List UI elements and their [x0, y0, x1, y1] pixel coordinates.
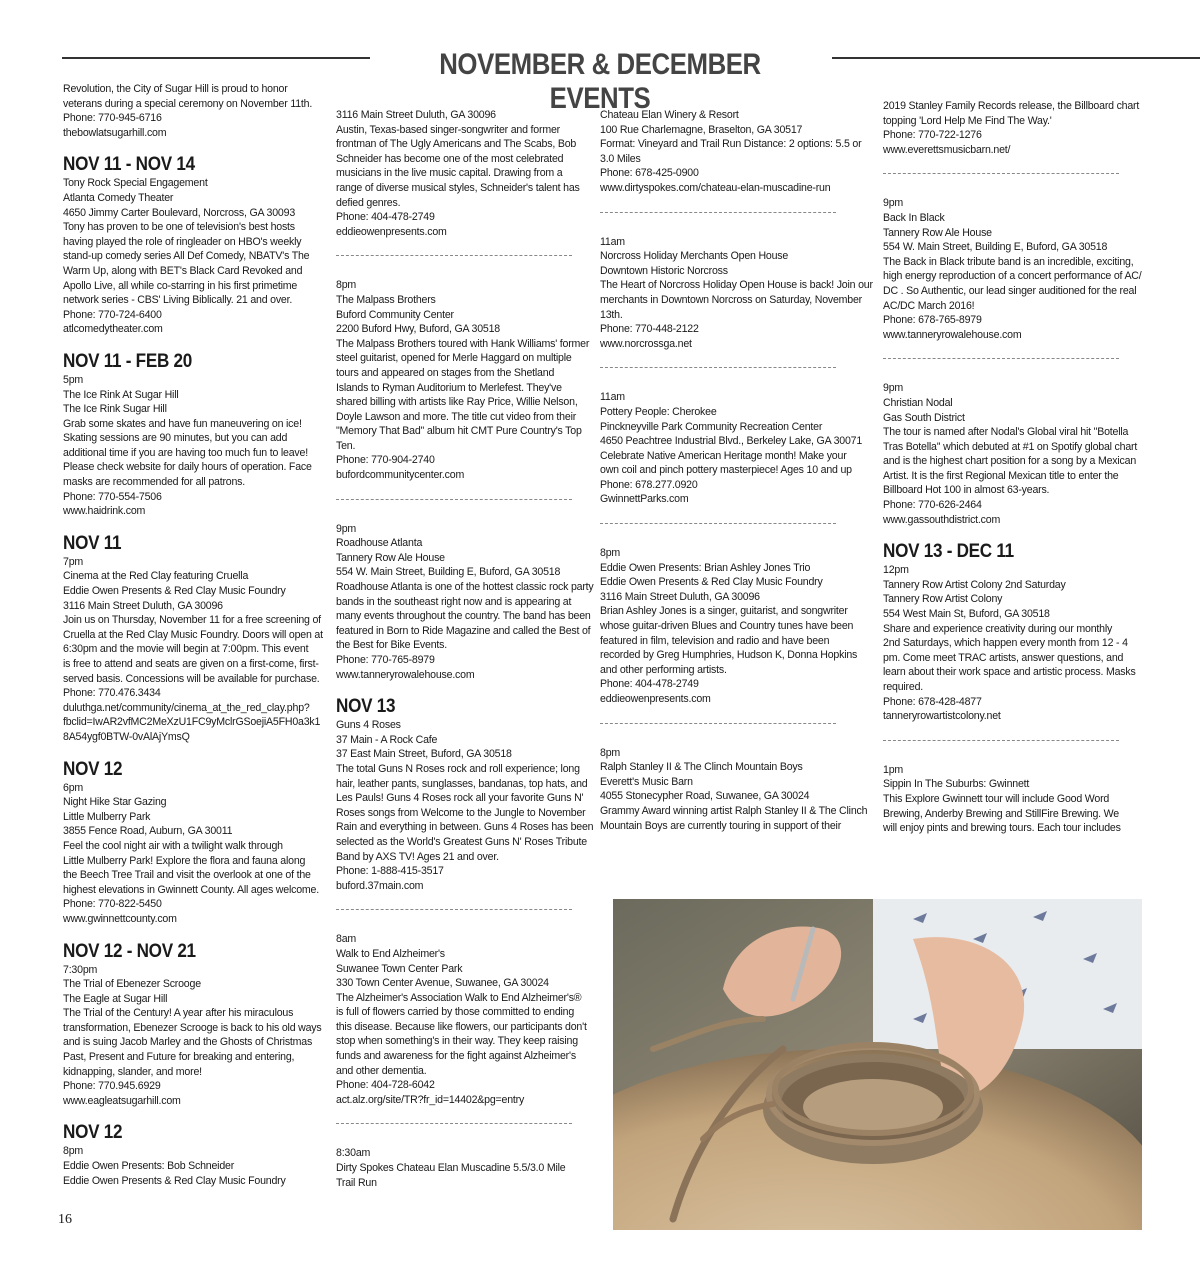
event-entry [600, 746, 868, 834]
pottery-coil-photo [613, 899, 1142, 1230]
event-text-line: buford.37main.com [336, 879, 424, 892]
event-text-line: Walk to End Alzheimer's [336, 947, 445, 960]
event-text-line: Pinckneyville Park Community Recreation Center [600, 420, 823, 433]
event-entry [336, 522, 594, 683]
event-text-line: "Memory That Bad" album hit CMT Pure Country's Top [336, 425, 582, 438]
event-text-line: eddieowenpresents.com [336, 225, 447, 238]
event-text-line: 11am [600, 235, 625, 248]
event-text-line: Phone: 770-822-5450 [63, 898, 162, 911]
event-text-line: merchants in Downtown Norcross on Saturday, November [600, 293, 863, 306]
event-text-line: 4055 Stonecypher Road, Suwanee, GA 30024 [600, 790, 810, 803]
event-entry [600, 546, 862, 707]
event-divider [600, 523, 836, 524]
event-text-line: Tras Botella'' which debuted at #1 on Spotify global chart [883, 440, 1138, 453]
event-text-line: 9pm [336, 522, 357, 535]
event-text-line: selected as the World's Greatest Guns N' Roses Tribute [336, 835, 587, 848]
event-text-line: Eddie Owen Presents & Red Clay Music Foundry [600, 576, 823, 589]
event-text-line: act.alz.org/site/TR?fr_id=14402&pg=entry [336, 1093, 525, 1106]
page-number: 16 [58, 1212, 72, 1227]
event-text-line: 8:30am [336, 1147, 371, 1160]
event-text-line: shared billing with artists like Ray Price, Willie Nelson, [336, 396, 578, 409]
event-text-line: featured in Born to Ride Magazine and called the Best of [336, 624, 591, 637]
event-entry [600, 390, 862, 507]
event-text-line: 554 W. Main Street, Building E, Buford, GA 30518 [883, 241, 1108, 254]
event-text-line: AC/DC March 2016! [883, 299, 975, 312]
event-text-line: Phone: 770-724-6400 [63, 308, 162, 321]
event-text-line: 100 Rue Charlemagne, Braselton, GA 30517 [600, 123, 803, 136]
event-text-line: 8pm [600, 547, 621, 560]
event-text-line: and other dementia. [336, 1064, 427, 1077]
event-text-line: 3855 Fence Road, Auburn, GA 30011 [63, 825, 233, 838]
event-entry [600, 108, 862, 196]
event-text-line: 330 Town Center Avenue, Suwanee, GA 30024 [336, 977, 549, 990]
event-text-line: This Explore Gwinnett tour will include Good Word [883, 792, 1110, 805]
event-text-line: Eddie Owen Presents & Red Clay Music Foundry [63, 1174, 286, 1187]
event-text-line: 3116 Main Street Duluth, GA 30096 [600, 590, 760, 603]
event-text-line: The Trial of Ebenezer Scrooge [63, 978, 201, 991]
event-text-line: Eddie Owen Presents & Red Clay Music Foundry [63, 585, 286, 598]
event-text-line: 9pm [883, 197, 904, 210]
event-text-line: the Best for Bike Events. [336, 639, 447, 652]
event-divider [883, 173, 1119, 174]
event-text-line: Grammy Award winning artist Ralph Stanley II & The Clinch [600, 804, 868, 817]
event-text-line: Christian Nodal [883, 396, 953, 409]
event-divider [336, 1123, 572, 1124]
event-text-line: 37 Main - A Rock Cafe [336, 733, 438, 746]
event-text-line: Brian Ashley Jones is a singer, guitarist, and songwriter [600, 605, 848, 618]
event-text-line: www.gassouthdistrict.com [883, 513, 1001, 526]
event-text-line: 3116 Main Street Duluth, GA 30096 [336, 109, 496, 121]
event-entry [883, 99, 1143, 157]
event-text-line: www.everettsmusicbarn.net/ [883, 143, 1011, 156]
event-text-line: and other performing artists. [600, 663, 727, 676]
event-text-line: Cinema at the Red Clay featuring Cruella [63, 570, 249, 583]
event-text-line: Phone: 678-765-8979 [883, 314, 982, 327]
event-date-heading: NOV 12 [63, 758, 123, 780]
event-text-line: Cruella at the Red Clay Music Foundry. Doors will open at [63, 628, 323, 641]
event-text-line: 8pm [336, 279, 357, 292]
event-text-line: high energy reproduction of a concert performance of AC/ [883, 270, 1142, 283]
event-text-line: Pottery People: Cherokee [600, 405, 717, 418]
event-text-line: network series - CBS' Living Biblically. 21 and over. [63, 294, 293, 307]
event-text-line: tours and appeared on stages from the Shetland [336, 366, 555, 379]
events-column-3 [600, 108, 873, 833]
event-text-line: 9pm [883, 382, 904, 395]
event-text-line: Roadhouse Atlanta [336, 537, 423, 550]
event-text-line: Mountain Boys are currently touring in support of their [600, 819, 842, 832]
event-text-line: many events throughout the country. The band has been [336, 610, 591, 623]
event-entry [63, 351, 325, 519]
event-text-line: Islands to Ryman Auditorium to Merlefest. They've [336, 381, 562, 394]
event-text-line: Schneider has become one of the most celebrated [336, 152, 564, 165]
event-entry [883, 196, 1143, 342]
event-text-line: Everett's Music Barn [600, 775, 693, 788]
event-text-line: Tony Rock Special Engagement [63, 177, 208, 190]
event-text-line: is free to attend and seats are given on a first-come, first- [63, 658, 319, 670]
event-text-line: Revolution, the City of Sugar Hill is proud to honor [63, 83, 288, 95]
event-text-line: 37 East Main Street, Buford, GA 30518 [336, 748, 512, 761]
event-text-line: 554 W. Main Street, Building E, Buford, GA 30518 [336, 566, 561, 579]
event-text-line: stand-up comedy series All Def Comedy, NBATV's The [63, 250, 310, 263]
event-text-line: transformation, Ebenezer Scrooge is back to his old ways [63, 1021, 322, 1034]
event-text-line: required. [883, 681, 924, 693]
event-divider [883, 740, 1119, 741]
event-entry [883, 381, 1143, 527]
event-date-heading: NOV 12 - NOV 21 [63, 940, 196, 962]
event-text-line: GwinnettParks.com [600, 493, 689, 506]
event-text-line: 7:30pm [63, 963, 98, 976]
event-text-line: having played the role of ringleader on HBO's weekly [63, 235, 302, 248]
event-text-line: The Eagle at Sugar Hill [63, 992, 168, 1005]
event-text-line: Tannery Row Artist Colony [883, 593, 1003, 606]
event-entry [336, 696, 594, 893]
event-entry [63, 533, 325, 745]
event-text-line: kidnapping, slander, and more! [63, 1065, 202, 1078]
event-text-line: steel guitarist, opened for Merle Haggard on multiple [336, 352, 572, 365]
event-text-line: Tannery Row Ale House [336, 551, 445, 564]
event-divider [336, 909, 572, 910]
event-text-line: 3116 Main Street Duluth, GA 30096 [63, 599, 223, 612]
event-text-line: hair, leather pants, sunglasses, bandanas, top hats, and [336, 777, 588, 790]
event-divider [883, 358, 1119, 359]
event-text-line: DC . So Authentic, our lead singer auditioned for the real [883, 284, 1137, 297]
event-text-line: 11am [600, 391, 625, 404]
event-text-line: and is the highest chart position for a song by a Mexican [883, 455, 1137, 468]
event-text-line: The Malpass Brothers [336, 293, 436, 306]
event-text-line: Apollo Live, all while co-starring in his first primetime [63, 279, 298, 292]
events-column-4 [883, 99, 1143, 836]
event-text-line: Phone: 678-425-0900 [600, 167, 699, 180]
event-entry [600, 235, 873, 352]
event-text-line: 2019 Stanley Family Records release, the Billboard chart [883, 100, 1140, 112]
event-text-line: 5pm [63, 373, 84, 386]
event-text-line: learn about their work space and artistic process. Masks [883, 666, 1136, 679]
event-text-line: Share and experience creativity during our monthly [883, 622, 1113, 635]
event-text-line: frontman of The Ugly Americans and The Scabs, Bob [336, 138, 577, 151]
event-text-line: 3.0 Miles [600, 152, 641, 165]
event-text-line: The Ice Rink Sugar Hill [63, 403, 167, 416]
event-text-line: Guns 4 Roses [336, 719, 401, 732]
event-text-line: fbclid=IwAR2vfMC2MeXzU1FC9yMclrGSoejiA5FH0a3k1 [63, 716, 321, 729]
event-text-line: Suwanee Town Center Park [336, 962, 463, 975]
event-text-line: range of diverse musical styles, Schneider's talent has [336, 181, 580, 194]
event-text-line: stop when something's in their way. They keep raising [336, 1035, 578, 1048]
event-text-line: 8pm [63, 1145, 84, 1158]
event-text-line: Please check website for daily hours of operation. Face [63, 461, 312, 474]
event-text-line: Eddie Owen Presents: Brian Ashley Jones Trio [600, 561, 811, 574]
event-text-line: 4650 Peachtree Industrial Blvd., Berkeley Lake, GA 30071 [600, 435, 863, 448]
event-text-line: whose guitar-driven Blues and Country tunes have been [600, 620, 854, 633]
event-text-line: Phone: 770-722-1276 [883, 129, 982, 142]
event-text-line: Roses songs from Welcome to the Jungle to November [336, 806, 586, 819]
event-text-line: Phone: 678.277.0920 [600, 478, 698, 491]
event-text-line: Doyle Lawson and more. The title cut video from their [336, 410, 577, 423]
event-text-line: Atlanta Comedy Theater [63, 191, 174, 204]
event-text-line: own coil and pinch pottery masterpiece! Ages 10 and up [600, 464, 852, 477]
event-text-line: Phone: 678-428-4877 [883, 695, 982, 708]
event-text-line: 2nd Saturdays, which happen every month from 12 - 4 [883, 637, 1128, 650]
event-text-line: Little Mulberry Park! Explore the flora and fauna along [63, 854, 306, 867]
event-text-line: 4650 Jimmy Carter Boulevard, Norcross, GA 30093 [63, 206, 296, 219]
event-text-line: 1pm [883, 763, 904, 776]
event-text-line: www.dirtyspokes.com/chateau-elan-muscadine-run [600, 181, 831, 194]
event-text-line: The Malpass Brothers toured with Hank Williams' former [336, 337, 590, 350]
event-text-line: The Back in Black tribute band is an incredible, exciting, [883, 255, 1134, 268]
event-text-line: Dirty Spokes Chateau Elan Muscadine 5.5/3.0 Mile [336, 1162, 566, 1175]
event-text-line: Little Mulberry Park [63, 810, 151, 823]
event-date-heading: NOV 13 - DEC 11 [883, 541, 1014, 563]
event-text-line: tanneryrowartistcolony.net [883, 710, 1001, 723]
event-text-line: Ten. [336, 439, 356, 452]
event-text-line: Norcross Holiday Merchants Open House [600, 250, 789, 263]
header-rule-left [62, 57, 370, 59]
event-entry [63, 941, 325, 1109]
event-text-line: Phone: 770-945-6716 [63, 112, 162, 125]
event-text-line: www.tanneryrowalehouse.com [883, 328, 1022, 341]
event-text-line: masks are recommended for all patrons. [63, 476, 245, 489]
event-text-line: Phone: 770-626-2464 [883, 499, 982, 512]
event-text-line: Phone: 770-904-2740 [336, 454, 435, 467]
event-text-line: Tannery Row Artist Colony 2nd Saturday [883, 578, 1066, 591]
event-text-line: topping 'Lord Help Me Find The Way.' [883, 114, 1052, 127]
event-text-line: Artist. It is the first Regional Mexican title to enter the [883, 469, 1119, 482]
event-text-line: 8pm [600, 746, 621, 759]
event-text-line: Past, Present and Future for breaking and entering, [63, 1051, 295, 1064]
event-entry [336, 108, 586, 239]
event-text-line: defied genres. [336, 196, 401, 209]
event-text-line: Band by AXS TV! Ages 21 and over. [336, 850, 499, 863]
event-text-line: The Trial of the Century! A year after his miraculous [63, 1007, 294, 1020]
event-text-line: Phone: 404-478-2749 [336, 211, 435, 224]
event-text-line: Celebrate Native American Heritage month! Make your [600, 449, 847, 462]
header-rule-right [832, 57, 1200, 59]
event-text-line: Austin, Texas-based singer-songwriter and former [336, 123, 560, 136]
event-text-line: 7pm [63, 555, 84, 568]
event-text-line: 6pm [63, 781, 84, 794]
event-entry [336, 932, 586, 1107]
event-text-line: this disease. Because like flowers, our participants don't [336, 1020, 587, 1033]
event-text-line: Feel the cool night air with a twilight walk through [63, 839, 283, 852]
event-text-line: thebowlatsugarhill.com [63, 126, 167, 139]
events-column-2 [336, 108, 594, 1190]
event-text-line: Grab some skates and have fun maneuvering on ice! [63, 417, 302, 430]
event-text-line: 2200 Buford Hwy, Buford, GA 30518 [336, 323, 500, 336]
event-text-line: 554 West Main St, Buford, GA 30518 [883, 608, 1050, 621]
event-text-line: musicians in the live music capital. Drawing from a [336, 167, 563, 180]
event-date-heading: NOV 12 [63, 1122, 123, 1144]
event-text-line: and is suing Jacob Marley and the Ghosts of Christmas [63, 1036, 313, 1049]
event-text-line: bufordcommunitycenter.com [336, 469, 465, 482]
event-text-line: 12pm [883, 564, 909, 577]
event-entry [336, 278, 590, 482]
event-text-line: 6:30pm and the movie will begin at 7:00pm. This event [63, 643, 309, 656]
event-text-line: Phone: 404-728-6042 [336, 1079, 435, 1092]
event-text-line: eddieowenpresents.com [600, 693, 711, 705]
event-text-line: Phone: 404-478-2749 [600, 678, 699, 691]
event-text-line: www.norcrossga.net [600, 337, 692, 350]
event-text-line: www.eagleatsugarhill.com [63, 1094, 181, 1107]
event-text-line: Join us on Thursday, November 11 for a free screening of [63, 614, 321, 627]
event-text-line: will enjoy pints and brewing tours. Each tour includes [883, 822, 1121, 835]
event-text-line: The Ice Rink At Sugar Hill [63, 388, 179, 401]
event-entry [63, 1122, 325, 1188]
event-text-line: Les Pauls! Guns 4 Roses rock all your favorite Guns N' [336, 792, 584, 805]
event-date-heading: NOV 11 [63, 532, 122, 554]
event-text-line: Back In Black [883, 211, 945, 224]
event-entry [63, 154, 325, 337]
event-divider [336, 499, 572, 500]
event-text-line: veterans during a special ceremony on November 11th. [63, 97, 313, 110]
event-text-line: Chateau Elan Winery & Resort [600, 109, 739, 121]
event-text-line: Gas South District [883, 411, 965, 424]
event-date-heading: NOV 11 - NOV 14 [63, 154, 195, 176]
event-text-line: www.haidrink.com [63, 505, 146, 518]
event-text-line: pm. Come meet TRAC artists, answer questions, and [883, 651, 1124, 664]
event-text-line: The Alzheimer's Association Walk to End Alzheimer's® [336, 991, 582, 1004]
event-text-line: recorded by Greg Humphries, Hudson K, Donna Hopkins [600, 649, 858, 662]
event-text-line: Buford Community Center [336, 308, 454, 321]
event-text-line: www.tanneryrowalehouse.com [336, 668, 475, 681]
event-text-line: additional time if you are having too much fun to leave! [63, 446, 308, 459]
event-text-line: Phone: 770-554-7506 [63, 490, 162, 503]
event-divider [336, 255, 572, 256]
event-date-heading: NOV 11 - FEB 20 [63, 350, 193, 372]
event-text-line: is full of flowers carried by those committed to ending [336, 1006, 575, 1019]
event-text-line: Trail Run [336, 1176, 377, 1189]
event-text-line: Brewing, Anderby Brewing and StillFire Brewing. We [883, 807, 1119, 820]
event-text-line: Skating sessions are 90 minutes, but you can add [63, 432, 288, 445]
events-column-1 [63, 82, 325, 1188]
event-text-line: Ralph Stanley II & The Clinch Mountain Boys [600, 761, 803, 774]
event-text-line: Tony has proven to be one of television's best hosts [63, 221, 295, 234]
event-text-line: served basis. Concessions will be available for purchase. [63, 672, 320, 685]
event-text-line: The tour is named after Nodal's Global viral hit "Botella [883, 426, 1129, 439]
event-entry [336, 1146, 586, 1190]
event-text-line: Phone: 770.476.3434 [63, 687, 161, 700]
event-divider [600, 212, 836, 213]
event-text-line: Phone: 1-888-415-3517 [336, 865, 444, 878]
event-text-line: 13th. [600, 308, 623, 321]
event-entry [883, 541, 1143, 724]
event-text-line: Warm Up, along with BET's Black Card Revoked and [63, 264, 303, 277]
event-text-line: Format: Vineyard and Trail Run Distance: 2 options: 5.5 or [600, 138, 862, 151]
event-entry [63, 759, 325, 927]
event-text-line: 8am [336, 933, 357, 946]
event-text-line: highest elevations in Gwinnett County. All ages welcome. [63, 883, 319, 896]
event-divider [600, 367, 836, 368]
event-divider [600, 723, 836, 724]
event-text-line: the Beech Tree Trail and visit the overlook at one of the [63, 869, 311, 882]
event-text-line: atlcomedytheater.com [63, 323, 163, 336]
page-title: NOVEMBER & DECEMBER EVENTS [439, 48, 761, 115]
event-text-line: Eddie Owen Presents: Bob Schneider [63, 1160, 235, 1173]
event-text-line: duluthga.net/community/cinema_at_the_red_clay.php? [63, 701, 310, 714]
event-text-line: Phone: 770-765-8979 [336, 654, 435, 666]
event-entry [883, 763, 1143, 836]
event-entry [63, 82, 325, 140]
event-text-line: Night Hike Star Gazing [63, 796, 167, 809]
event-text-line: Downtown Historic Norcross [600, 264, 728, 277]
event-text-line: Roadhouse Atlanta is one of the hottest classic rock party [336, 581, 594, 594]
event-text-line: Billboard Hot 100 in almost 63-years. [883, 484, 1050, 497]
event-date-heading: NOV 13 [336, 696, 396, 718]
event-text-line: 8A54ygf0BTW-0vAlAjYmsQ [63, 730, 190, 743]
event-text-line: Sippin In The Suburbs: Gwinnett [883, 778, 1030, 791]
event-text-line: Phone: 770-448-2122 [600, 323, 699, 336]
event-text-line: Phone: 770.945.6929 [63, 1080, 161, 1093]
event-text-line: funds and awareness for the fight against Alzheimer's [336, 1050, 576, 1063]
event-text-line: www.gwinnettcounty.com [63, 912, 177, 925]
event-text-line: featured in film, television and radio and have been [600, 634, 830, 647]
event-text-line: The total Guns N Roses rock and roll experience; long [336, 762, 580, 775]
event-text-line: bands in the southeast right now and is appearing at [336, 595, 572, 608]
event-text-line: Rain and everything in between. Guns 4 Roses has been [336, 821, 594, 834]
event-text-line: The Heart of Norcross Holiday Open House is back! Join our [600, 279, 873, 292]
event-text-line: Tannery Row Ale House [883, 226, 992, 239]
